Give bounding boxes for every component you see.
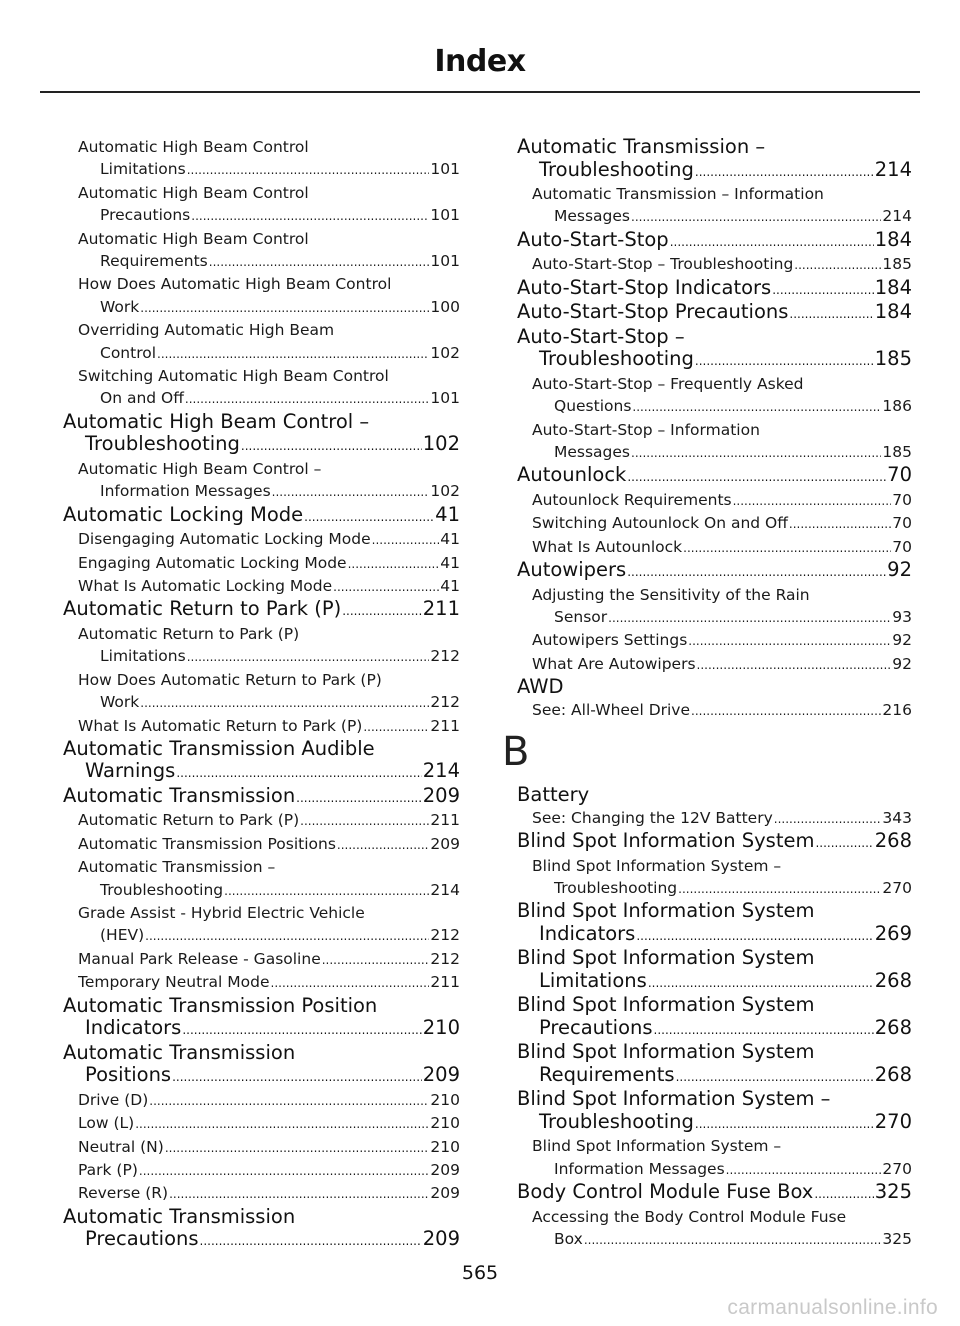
page-reference[interactable]: 210	[430, 1090, 460, 1109]
page-reference[interactable]: 210	[422, 1017, 460, 1040]
page-reference[interactable]: 211	[430, 716, 460, 735]
entry-text: Precautions	[539, 1016, 653, 1039]
dot-leader	[241, 435, 422, 458]
entry-text: Automatic Transmission Position	[63, 994, 378, 1017]
entry-text: Troubleshooting	[100, 880, 224, 899]
dot-leader	[789, 303, 873, 326]
entry-text: Low (L)	[78, 1114, 135, 1133]
entry-text: Precautions	[100, 206, 191, 225]
entry-text: Blind Spot Information System	[517, 1041, 815, 1064]
entry-text: Requirements	[100, 252, 208, 271]
index-entry[interactable]	[502, 784, 912, 807]
dot-leader	[627, 561, 886, 584]
page-reference[interactable]: 186	[882, 397, 912, 416]
index-subentry[interactable]	[48, 902, 460, 948]
entry-text: Blind Spot Information System –	[517, 1088, 831, 1111]
index-entry[interactable]	[48, 995, 460, 1042]
page-reference[interactable]: 41	[440, 530, 460, 549]
dot-leader	[176, 762, 421, 785]
dot-leader	[185, 388, 429, 410]
dot-leader	[678, 878, 881, 900]
dot-leader	[648, 972, 874, 995]
index-subentry[interactable]	[48, 528, 460, 551]
index-subentry[interactable]	[502, 512, 912, 535]
entry-text: Troubleshooting	[539, 348, 694, 371]
page-reference[interactable]: 269	[874, 922, 912, 945]
entry-text: Reverse (R)	[78, 1184, 169, 1203]
dot-leader	[695, 1113, 874, 1136]
index-subentry[interactable]	[48, 228, 460, 274]
dot-leader	[296, 787, 422, 810]
entry-text: Troubleshooting	[85, 433, 240, 456]
page-reference[interactable]: 270	[882, 1159, 912, 1178]
entry-text: Blind Spot Information System	[517, 900, 815, 923]
dot-leader	[157, 343, 429, 365]
page-reference[interactable]: 209	[422, 1064, 460, 1087]
index-subentry[interactable]	[502, 653, 912, 676]
index-entry[interactable]	[502, 1041, 912, 1088]
page-reference[interactable]: 212	[430, 693, 460, 712]
index-entry[interactable]	[502, 676, 912, 699]
page-reference[interactable]: 93	[892, 607, 912, 626]
entry-text: Automatic Transmission –	[517, 136, 766, 158]
page-reference[interactable]: 70	[887, 464, 912, 487]
entry-text: Engaging Automatic Locking Mode	[78, 553, 347, 572]
dot-leader	[697, 654, 892, 676]
dot-leader	[815, 832, 873, 855]
index-subentry[interactable]	[502, 855, 912, 901]
index-entry[interactable]	[48, 598, 460, 623]
index-subentry[interactable]	[48, 1112, 460, 1135]
entry-text: Automatic High Beam Control	[78, 138, 309, 156]
dot-leader	[333, 576, 439, 598]
entry-text: Auto-Start-Stop	[517, 228, 669, 251]
entry-text: What Are Autowipers	[532, 654, 696, 673]
dot-leader	[187, 159, 430, 181]
index-entry[interactable]	[48, 1042, 460, 1089]
dot-leader	[789, 513, 891, 535]
index-entry[interactable]	[502, 464, 912, 489]
index-subentry[interactable]	[48, 1159, 460, 1182]
entry-text: Blind Spot Information System –	[532, 1137, 782, 1156]
dot-leader	[584, 1229, 882, 1251]
entry-text: Accessing the Body Control Module Fuse	[532, 1207, 847, 1226]
dot-leader	[304, 506, 434, 529]
entry-text: Automatic High Beam Control –	[78, 459, 322, 478]
index-subentry[interactable]	[502, 253, 912, 276]
entry-text: Blind Spot Information System	[517, 830, 815, 852]
entry-text: What Is Autounlock	[532, 537, 683, 556]
entry-text: Automatic Transmission –	[78, 858, 276, 877]
entry-text: Work	[100, 693, 140, 712]
index-subentry[interactable]	[502, 629, 912, 652]
entry-text: Temporary Neutral Mode	[78, 973, 270, 992]
dot-leader	[676, 1066, 874, 1089]
dot-leader	[145, 925, 429, 947]
index-entry[interactable]	[502, 559, 912, 584]
dot-leader	[172, 1066, 422, 1089]
page-reference[interactable]: 270	[874, 1110, 912, 1133]
dot-leader	[271, 972, 430, 994]
entry-text: Automatic Locking Mode	[63, 503, 304, 526]
dot-leader	[631, 206, 881, 228]
page-reference[interactable]: 184	[874, 301, 912, 324]
index-subentry[interactable]	[48, 833, 460, 856]
entry-text: Battery	[517, 784, 590, 807]
index-subentry[interactable]	[502, 1206, 912, 1252]
index-entry[interactable]	[502, 136, 912, 183]
entry-text: Questions	[554, 397, 632, 416]
page-reference[interactable]: 41	[435, 503, 460, 526]
index-entry[interactable]	[502, 277, 912, 302]
entry-text: How Does Automatic Return to Park (P)	[78, 670, 382, 689]
index-subentry[interactable]	[48, 182, 460, 228]
page-reference[interactable]: 41	[440, 553, 460, 572]
entry-text: See: Changing the 12V Battery	[532, 808, 773, 827]
page-reference[interactable]: 212	[430, 949, 460, 968]
dot-leader	[140, 692, 429, 714]
dot-leader	[348, 553, 440, 575]
dot-leader	[200, 1230, 422, 1253]
dot-leader	[695, 350, 874, 373]
entry-text: How Does Automatic High Beam Control	[78, 275, 392, 294]
dot-leader	[139, 1160, 430, 1182]
index-subentry[interactable]	[502, 1135, 912, 1181]
watermark: carmanualsonline.info	[727, 1296, 938, 1319]
entry-text: Autowipers Settings	[532, 631, 688, 650]
index-subentry[interactable]	[48, 273, 460, 319]
entry-text: Automatic Return to Park (P)	[78, 624, 300, 643]
entry-text: What Is Automatic Return to Park (P)	[78, 716, 363, 735]
page-reference[interactable]: 211	[430, 811, 460, 830]
entry-text: Neutral (N)	[78, 1137, 164, 1156]
entry-text: Automatic High Beam Control	[78, 229, 309, 248]
entry-text: Grade Assist - Hybrid Electric Vehicle	[78, 904, 365, 923]
dot-leader	[627, 466, 886, 489]
page-reference[interactable]: 102	[430, 482, 460, 501]
entry-text: Adjusting the Sensitivity of the Rain	[532, 585, 810, 604]
index-subentry[interactable]	[502, 699, 912, 722]
page-title: Index	[434, 44, 526, 79]
page-reference[interactable]: 209	[430, 834, 460, 853]
dot-leader	[209, 251, 430, 273]
index-subentry[interactable]	[48, 319, 460, 365]
page-reference[interactable]: 209	[422, 1228, 460, 1251]
index-subentry[interactable]	[48, 948, 460, 971]
index-column-right	[502, 136, 912, 1251]
page-reference[interactable]: 325	[882, 1230, 912, 1249]
dot-leader	[695, 161, 874, 184]
entry-text: What Is Automatic Locking Mode	[78, 577, 333, 595]
page-reference[interactable]: 214	[422, 760, 460, 783]
page-reference[interactable]: 92	[892, 631, 912, 650]
page-reference[interactable]: 210	[430, 1114, 460, 1133]
entry-text: Automatic Transmission	[63, 1205, 296, 1228]
entry-text: Limitations	[539, 969, 647, 992]
index-subentry[interactable]	[48, 552, 460, 575]
index-entry[interactable]	[48, 411, 460, 458]
entry-text: Park (P)	[78, 1160, 138, 1179]
entry-text: Auto-Start-Stop –	[517, 325, 685, 348]
page-reference[interactable]: 209	[430, 1160, 460, 1179]
entry-text: Troubleshooting	[554, 878, 678, 897]
dot-leader	[691, 700, 881, 722]
entry-text: Overriding Automatic High Beam	[78, 321, 335, 340]
entry-text: Automatic Transmission Positions	[78, 834, 336, 853]
page-reference[interactable]: 325	[874, 1181, 912, 1204]
index-subentry[interactable]	[502, 489, 912, 512]
index-entry[interactable]	[502, 301, 912, 326]
page-reference[interactable]: 212	[430, 647, 460, 666]
entry-text: Automatic Return to Park (P)	[63, 598, 342, 621]
page-reference[interactable]: 185	[874, 348, 912, 371]
page-reference[interactable]: 209	[422, 784, 460, 807]
dot-leader	[322, 949, 430, 971]
index-subentry[interactable]	[502, 419, 912, 465]
index-entry[interactable]	[48, 785, 460, 810]
dot-leader	[733, 490, 892, 512]
index-entry[interactable]	[48, 504, 460, 529]
index-entry[interactable]	[502, 1181, 912, 1206]
page-reference[interactable]: 70	[892, 490, 912, 509]
title-divider	[40, 91, 920, 93]
entry-text: Work	[100, 297, 140, 316]
entry-text: Automatic Return to Park (P)	[78, 811, 300, 830]
index-subentry[interactable]	[502, 373, 912, 419]
page-reference[interactable]: 214	[430, 880, 460, 899]
index-entry[interactable]	[48, 1206, 460, 1253]
entry-text: Limitations	[100, 647, 186, 666]
entry-text: Automatic Transmission Audible	[63, 737, 375, 760]
page-reference[interactable]: 268	[874, 830, 912, 852]
index-column-left	[48, 136, 460, 1253]
page-reference[interactable]: 102	[430, 343, 460, 362]
entry-text: Manual Park Release - Gasoline	[78, 949, 321, 968]
entry-text: Positions	[85, 1064, 172, 1087]
page-reference[interactable]: 270	[882, 878, 912, 897]
dot-leader	[272, 481, 430, 503]
dot-leader	[636, 925, 873, 948]
page-reference[interactable]: 184	[874, 228, 912, 251]
dot-leader	[337, 834, 430, 856]
index-entry[interactable]	[502, 830, 912, 855]
entry-text: Automatic Transmission – Information	[532, 185, 824, 203]
index-subentry[interactable]	[48, 715, 460, 738]
entry-text: Automatic Transmission	[63, 784, 296, 807]
entry-text: AWD	[517, 676, 564, 699]
page-reference[interactable]: 41	[440, 577, 460, 595]
entry-text: Body Control Module Fuse Box	[517, 1181, 814, 1204]
index-subentry[interactable]	[502, 584, 912, 630]
dot-leader	[300, 810, 429, 832]
page-reference[interactable]: 100	[430, 297, 460, 316]
page-reference[interactable]: 185	[882, 255, 912, 274]
index-subentry[interactable]	[48, 669, 460, 715]
dot-leader	[726, 1159, 882, 1181]
entry-text: Blind Spot Information System	[517, 994, 815, 1017]
page-reference[interactable]: 211	[422, 598, 460, 621]
page-reference[interactable]: 209	[430, 1184, 460, 1203]
index-entry[interactable]	[502, 947, 912, 994]
dot-leader	[363, 716, 429, 738]
entry-text: Auto-Start-Stop Precautions	[517, 301, 789, 324]
entry-text: See: All-Wheel Drive	[532, 700, 691, 719]
entry-text: On and Off	[100, 389, 184, 408]
page-reference[interactable]: 211	[430, 973, 460, 992]
page-reference[interactable]: 212	[430, 926, 460, 945]
index-entry[interactable]	[502, 326, 912, 373]
entry-text: Auto-Start-Stop – Frequently Asked	[532, 374, 804, 393]
entry-text: Box	[554, 1230, 583, 1249]
dot-leader	[182, 1019, 421, 1042]
page-reference[interactable]: 70	[892, 537, 912, 556]
entry-text: Auto-Start-Stop – Troubleshooting	[532, 255, 794, 274]
dot-leader	[187, 646, 430, 668]
dot-leader	[149, 1090, 429, 1112]
dot-leader	[135, 1113, 429, 1135]
page-reference[interactable]: 214	[874, 158, 912, 181]
entry-text: Indicators	[85, 1017, 182, 1040]
entry-text: Information Messages	[554, 1159, 725, 1178]
dot-leader	[631, 442, 881, 464]
page-reference[interactable]: 185	[882, 442, 912, 461]
index-subentry[interactable]	[502, 183, 912, 229]
page-reference[interactable]: 214	[882, 207, 912, 226]
entry-text: Autounlock	[517, 464, 627, 487]
page-reference[interactable]: 210	[430, 1137, 460, 1156]
entry-text: Limitations	[100, 160, 186, 179]
page-reference[interactable]: 102	[422, 433, 460, 456]
entry-text: Auto-Start-Stop Indicators	[517, 276, 772, 299]
page-reference[interactable]: 92	[892, 654, 912, 673]
dot-leader	[772, 279, 874, 302]
entry-text: Messages	[554, 207, 631, 226]
dot-leader	[342, 600, 422, 623]
page-reference[interactable]: 101	[430, 389, 460, 408]
entry-text: Sensor	[554, 607, 608, 626]
index-entry[interactable]	[502, 1088, 912, 1135]
index-subentry[interactable]	[48, 1089, 460, 1112]
dot-leader	[169, 1183, 429, 1205]
entry-text: Troubleshooting	[539, 1110, 694, 1133]
page-reference[interactable]: 268	[874, 1016, 912, 1039]
index-subentry[interactable]	[48, 458, 460, 504]
page-reference[interactable]: 70	[892, 514, 912, 533]
index-subentry[interactable]	[48, 856, 460, 902]
entry-text: Disengaging Automatic Locking Mode	[78, 530, 371, 549]
entry-text: Auto-Start-Stop – Information	[532, 420, 760, 439]
entry-text: Control	[100, 343, 157, 362]
entry-text: Switching Automatic High Beam Control	[78, 367, 389, 386]
entry-text: Troubleshooting	[539, 158, 694, 181]
dot-leader	[814, 1183, 873, 1206]
index-entry[interactable]	[502, 229, 912, 254]
entry-text: Indicators	[539, 922, 636, 945]
dot-leader	[683, 537, 891, 559]
dot-leader	[632, 396, 881, 418]
page-reference[interactable]: 101	[430, 206, 460, 225]
entry-text: Automatic High Beam Control	[78, 183, 309, 202]
entry-text: Messages	[554, 442, 631, 461]
dot-leader	[165, 1137, 430, 1159]
entry-text: Switching Autounlock On and Off	[532, 514, 788, 533]
index-subentry[interactable]	[48, 971, 460, 994]
index-subentry[interactable]	[48, 136, 460, 182]
index-entry[interactable]	[502, 900, 912, 947]
page-reference[interactable]: 268	[874, 1063, 912, 1086]
entry-text: Blind Spot Information System	[517, 947, 815, 970]
entry-text: Autowipers	[517, 559, 627, 582]
entry-text: Requirements	[539, 1063, 675, 1086]
page-reference[interactable]: 184	[874, 276, 912, 299]
index-entry[interactable]	[502, 994, 912, 1041]
entry-text: Automatic High Beam Control –	[63, 410, 370, 433]
index-entry[interactable]	[48, 738, 460, 785]
page-reference[interactable]: 268	[874, 969, 912, 992]
index-subentry[interactable]	[502, 807, 912, 830]
page-reference[interactable]: 92	[887, 559, 912, 582]
page-reference[interactable]: 101	[430, 160, 460, 179]
page-number: 565	[461, 1262, 499, 1284]
dot-leader	[372, 529, 440, 551]
index-subentry[interactable]	[48, 1136, 460, 1159]
dot-leader	[191, 205, 429, 227]
entry-text: Autounlock Requirements	[532, 490, 732, 509]
entry-text: Drive (D)	[78, 1090, 149, 1109]
index-subentry[interactable]	[48, 623, 460, 669]
index-subentry[interactable]	[48, 365, 460, 411]
entry-text: Blind Spot Information System –	[532, 856, 782, 875]
page-reference[interactable]: 343	[882, 808, 912, 827]
index-subentry[interactable]	[48, 575, 460, 598]
dot-leader	[774, 808, 882, 830]
entry-text: (HEV)	[100, 926, 145, 945]
page-reference[interactable]: 216	[882, 700, 912, 719]
page-reference[interactable]: 101	[430, 252, 460, 271]
dot-leader	[140, 297, 429, 319]
entry-text: Automatic Transmission	[63, 1041, 296, 1064]
dot-leader	[224, 880, 429, 902]
dot-leader	[688, 630, 891, 652]
dot-leader	[654, 1019, 874, 1042]
dot-leader	[794, 254, 881, 276]
section-letter: B	[502, 729, 530, 776]
entry-text: Warnings	[85, 760, 176, 783]
index-subentry[interactable]	[48, 1182, 460, 1205]
entry-text: Precautions	[85, 1228, 199, 1251]
entry-text: Information Messages	[100, 482, 271, 501]
dot-leader	[608, 607, 891, 629]
index-subentry[interactable]	[502, 536, 912, 559]
dot-leader	[670, 231, 874, 254]
index-subentry[interactable]	[48, 809, 460, 832]
